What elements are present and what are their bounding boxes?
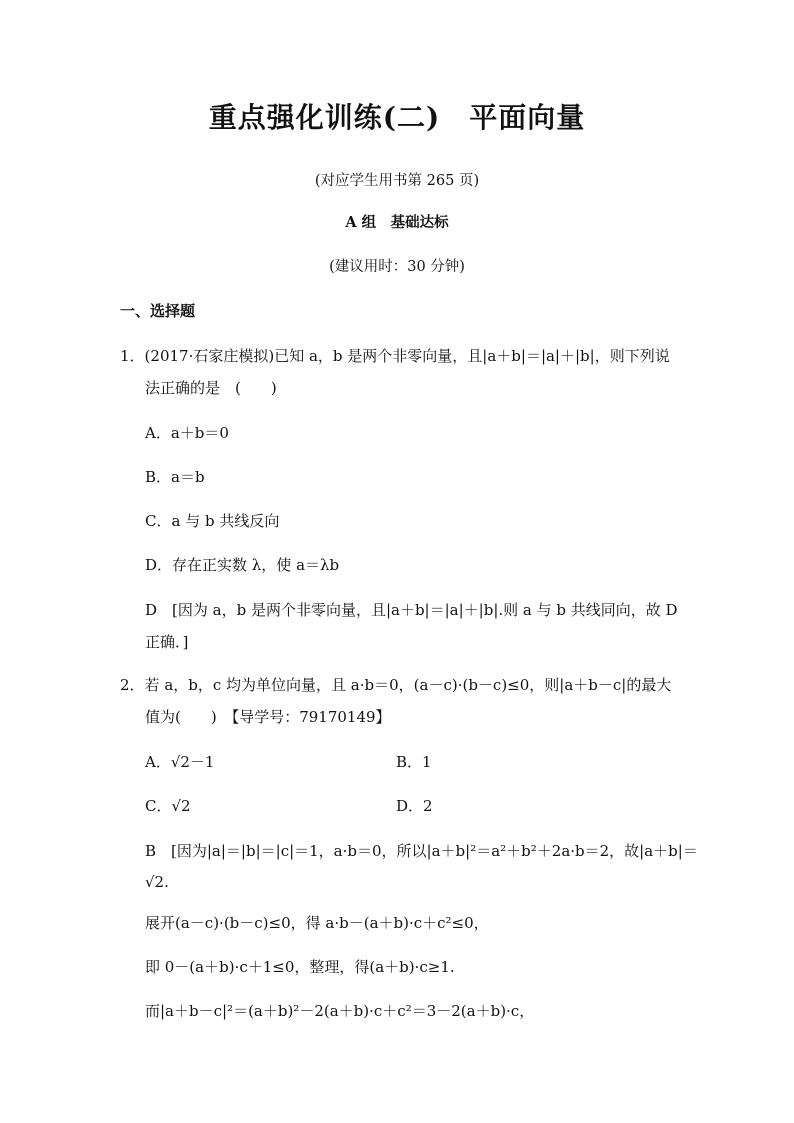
section-heading: 一、选择题 — [120, 302, 196, 320]
question-2-solution-line-5: 而|a＋b－c|²＝(a＋b)²－2(a＋b)·c＋c²＝3－2(a＋b)·c， — [145, 1002, 535, 1020]
question-1-source: (2017·石家庄模拟) — [144, 347, 275, 365]
question-2-option-d: D．2 — [396, 797, 433, 815]
question-1-line-1 — [120, 345, 670, 367]
question-1-answer-line-2: 正确．] — [145, 633, 189, 651]
question-2-line-1 — [120, 674, 671, 696]
question-2-number: 2． — [120, 676, 145, 694]
question-1-line-2: 法正确的是 ( ) — [145, 379, 277, 397]
question-2-line-2: 值为( ) 【导学号：79170149】 — [145, 708, 391, 726]
question-1-stem: 已知 a，b 是两个非零向量，且|a＋b|＝|a|＋|b|，则下列说 — [274, 347, 670, 365]
question-1-option-c: C．a 与 b 共线反向 — [145, 512, 280, 530]
time-hint: (建议用时：30 分钟) — [329, 259, 465, 275]
page-title: 重点强化训练(二) 平面向量 — [208, 101, 586, 134]
question-2-solution-line-1: B [因为|a|＝|b|＝|c|＝1，a·b＝0，所以|a＋b|²＝a²＋b²＋2a·b＝2，故|a＋b|＝ — [145, 842, 698, 860]
question-2-solution-line-3: 展开(a－c)·(b－c)≤0，得 a·b－(a＋b)·c＋c²≤0， — [145, 914, 489, 932]
question-1-answer-line-1: D [因为 a，b 是两个非零向量，且|a＋b|＝|a|＋|b|.则 a 与 b 共线同向，故 D — [145, 601, 678, 619]
question-2-stem: 若 a，b，c 均为单位向量，且 a·b＝0，(a－c)·(b－c)≤0，则|a＋b－c|的最大 — [144, 676, 672, 694]
question-1-option-a: A．a＋b＝0 — [145, 424, 229, 442]
question-2-option-b: B．1 — [396, 753, 432, 771]
question-2-solution-line-4: 即 0－(a＋b)·c＋1≤0，整理，得(a＋b)·c≥1. — [145, 958, 455, 976]
question-1-number: 1． — [120, 347, 145, 365]
question-2-option-a: A．√2－1 — [145, 753, 215, 771]
page-reference: (对应学生用书第 265 页) — [314, 173, 480, 189]
group-label: A 组 基础达标 — [345, 214, 449, 231]
question-2-option-c: C．√2 — [145, 797, 191, 815]
question-1-option-b: B．a＝b — [145, 468, 205, 486]
question-2-solution-line-2: √2. — [145, 873, 169, 891]
question-1-option-d: D．存在正实数 λ，使 a＝λb — [145, 556, 340, 574]
